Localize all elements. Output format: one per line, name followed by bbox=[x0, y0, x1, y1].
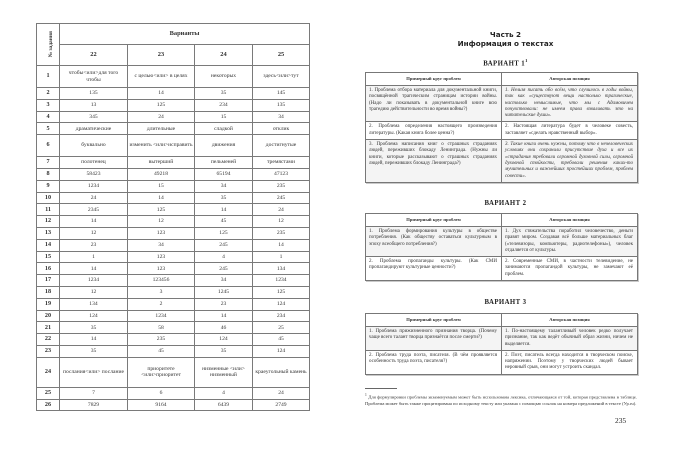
answer-cell: 135 bbox=[60, 88, 128, 100]
table-row bbox=[37, 216, 310, 228]
task-number: 16 bbox=[37, 263, 60, 275]
answer-cell: движения bbox=[195, 135, 253, 157]
answer-cell: 34 bbox=[128, 239, 195, 251]
task-number: 9 bbox=[37, 180, 60, 192]
task-number: 24 bbox=[37, 357, 60, 387]
answer-cell: достигнутые bbox=[253, 135, 310, 157]
answer-cell: 4 bbox=[195, 387, 253, 399]
answer-cell: 14 bbox=[253, 239, 310, 251]
answer-cell: 35 bbox=[195, 192, 253, 204]
variant-1-title: ВАРИАНТ $1^1$ bbox=[483, 58, 528, 68]
table-row bbox=[37, 123, 310, 135]
author-cell: 1. Нельзя писать обо всём, что случилось в годы войны, так как «существуют вещи настолько трагические, настолько немыслимые, что мы с Адамовичем почувствовали: не имеем права взваливать это на читательские души». bbox=[502, 86, 638, 122]
task-number: 15 bbox=[37, 251, 60, 263]
answer-cell: 14 bbox=[60, 263, 128, 275]
answer-cell: 235 bbox=[253, 227, 310, 239]
answer-cell: 235 bbox=[128, 334, 195, 346]
table-row bbox=[37, 298, 310, 310]
task-number: 25 bbox=[37, 387, 60, 399]
task-number: 14 bbox=[37, 239, 60, 251]
answer-cell: 14 bbox=[60, 216, 128, 228]
variant-2-title: ВАРИАНТ 2 bbox=[484, 200, 527, 207]
answer-cell: 235 bbox=[253, 180, 310, 192]
right-page bbox=[337, 0, 674, 455]
answer-cell: 125 bbox=[128, 99, 195, 111]
answer-cell: 245 bbox=[195, 239, 253, 251]
answer-cell: 234 bbox=[253, 310, 310, 322]
answer-cell: 234 bbox=[195, 99, 253, 111]
table-row bbox=[37, 135, 310, 157]
answer-cell: краеугольный камень bbox=[253, 357, 310, 387]
author-cell: 1. Дух стяжательства поработил человечество, деньги правят миром. Создавая всё больше материальных благ («телевизоры, компьютеры, радиотелефоны»), человек отдаляется от культуры. bbox=[502, 227, 638, 257]
page-number: 235 bbox=[615, 416, 627, 425]
task-number: 6 bbox=[37, 135, 60, 157]
answer-cell: 58423 bbox=[60, 168, 128, 180]
answer-cell: 14 bbox=[195, 204, 253, 216]
answer-cell: 35 bbox=[60, 322, 128, 334]
answer-cell: 12 bbox=[60, 286, 128, 298]
task-number: 3 bbox=[37, 99, 60, 111]
answer-cell: 123456 bbox=[128, 275, 195, 287]
answer-cell: отклик bbox=[253, 123, 310, 135]
answer-cell: 3 bbox=[128, 286, 195, 298]
answer-cell: полотенец bbox=[60, 157, 128, 169]
answer-cell: изменить <или>исправить bbox=[128, 135, 195, 157]
answer-cell: 58 bbox=[128, 322, 195, 334]
table-row bbox=[37, 66, 310, 88]
table-row bbox=[37, 263, 310, 275]
answer-cell: 9164 bbox=[128, 399, 195, 411]
answer-cell: 24 bbox=[60, 192, 128, 204]
answer-cell: 49218 bbox=[128, 168, 195, 180]
table-row bbox=[37, 322, 310, 334]
answer-cell: 65194 bbox=[195, 168, 253, 180]
variant-header: 23 bbox=[128, 45, 195, 66]
variant-header: 22 bbox=[60, 45, 128, 66]
answer-cell: 6 bbox=[128, 387, 195, 399]
answer-cell: 145 bbox=[253, 88, 310, 100]
answer-cell: 1234 bbox=[60, 180, 128, 192]
table-row bbox=[37, 204, 310, 216]
problems-column-header: Примерный круг проблем bbox=[366, 73, 502, 86]
answer-cell: 15 bbox=[128, 180, 195, 192]
answer-cell: 12 bbox=[253, 216, 310, 228]
author-column-header: Авторская позиция bbox=[502, 214, 638, 227]
answer-cell: 45 bbox=[253, 334, 310, 346]
answer-cell: 13 bbox=[60, 99, 128, 111]
answer-cell: 7829 bbox=[60, 399, 128, 411]
problems-column-header: Примерный круг проблем bbox=[366, 214, 502, 227]
answer-cell: буквально bbox=[60, 135, 128, 157]
task-number: 10 bbox=[37, 192, 60, 204]
answer-cell: 15 bbox=[195, 111, 253, 123]
variant-header: 24 bbox=[195, 45, 253, 66]
variant-3-title: ВАРИАНТ 3 bbox=[484, 299, 527, 306]
answer-cell: 35 bbox=[195, 345, 253, 357]
problems-column-header: Примерный круг проблем bbox=[366, 314, 502, 327]
task-number: 2 bbox=[37, 88, 60, 100]
table-row bbox=[366, 327, 638, 351]
answer-cell: 125 bbox=[195, 227, 253, 239]
task-number: 5 bbox=[37, 123, 60, 135]
task-number: 1 bbox=[37, 66, 60, 88]
table-row bbox=[37, 251, 310, 263]
table-row bbox=[37, 310, 310, 322]
answer-cell: 14 bbox=[60, 334, 128, 346]
table-row bbox=[366, 140, 638, 183]
variant-header: 25 bbox=[253, 45, 310, 66]
answer-cell: 34 bbox=[253, 111, 310, 123]
table-row bbox=[37, 275, 310, 287]
answer-cell: 24 bbox=[253, 387, 310, 399]
task-number: 20 bbox=[37, 310, 60, 322]
problem-cell: 2. Проблема определения настоящего произведения литературы. (Какая книга более ценна?) bbox=[366, 122, 502, 140]
answer-cell: вытерший bbox=[128, 157, 195, 169]
author-cell: 1. По-настоящему талантливый человек редко получает признание, так как ведёт обычный образ жизни, ничем не выделяется. bbox=[502, 327, 638, 351]
task-number-header: № задания bbox=[37, 24, 60, 66]
problem-cell: 3. Проблема написания книг о страшных страданиях людей, переживших блокаду Ленинграда. (Нужны ли книги, которые рассказывают о страшных страданиях людей, переживших блокаду Ленинграда?) bbox=[366, 140, 502, 183]
answer-cell: 124 bbox=[60, 310, 128, 322]
answer-cell: 6439 bbox=[195, 399, 253, 411]
author-cell: 3. Такие книги очень нужны, потому что в нечеловеческих условиях они сохранили присутствие духа и все их «страдания требовали огромной духовной силы, огромной духовной стойкости, требовали решения каких-то мучительных и важнейших простейших проблем, проблем совести». bbox=[502, 140, 638, 183]
answer-cell: 4 bbox=[195, 251, 253, 263]
answer-cell: 123 bbox=[128, 263, 195, 275]
task-number: 19 bbox=[37, 298, 60, 310]
answer-cell: 124 bbox=[195, 334, 253, 346]
task-number: 17 bbox=[37, 275, 60, 287]
table-row bbox=[366, 350, 638, 374]
table-row bbox=[37, 239, 310, 251]
answer-cell: 14 bbox=[128, 88, 195, 100]
table-row bbox=[37, 157, 310, 169]
table-row bbox=[37, 227, 310, 239]
answer-cell: 123 bbox=[128, 227, 195, 239]
answer-cell: 135 bbox=[253, 99, 310, 111]
answer-cell: 345 bbox=[60, 111, 128, 123]
answer-cell: некоторых bbox=[195, 66, 253, 88]
answer-cell: 45 bbox=[195, 216, 253, 228]
answer-cell: 134 bbox=[60, 298, 128, 310]
answer-cell: 24 bbox=[253, 204, 310, 216]
answer-cell: 245 bbox=[195, 263, 253, 275]
problem-cell: 1. Проблема формирования культуры в обществе потребления. (Как обществу оставаться культурным в эпоху всеобщего потребления?) bbox=[366, 227, 502, 257]
answer-cell: 123 bbox=[128, 251, 195, 263]
footnote-mark: 1 bbox=[525, 58, 528, 63]
answer-cell: 12 bbox=[60, 227, 128, 239]
answer-cell: 14 bbox=[128, 192, 195, 204]
task-number: 13 bbox=[37, 227, 60, 239]
answer-cell: 1234 bbox=[60, 275, 128, 287]
author-cell: 2. Настоящая литература будет в человеке совесть, заставляет «сделать нравственный выбор». bbox=[502, 122, 638, 140]
task-number: 8 bbox=[37, 168, 60, 180]
table-row bbox=[37, 334, 310, 346]
task-number: 26 bbox=[37, 399, 60, 411]
problem-cell: 2. Проблема труда поэта, писателя. (В чём проявляется особенность труда поэта, писателя?) bbox=[366, 350, 502, 374]
answer-cell: с целью<или> в целях bbox=[128, 66, 195, 88]
problem-cell: 1. Проблема отбора материала для документальной книги, посвящённой трагическим страницам истории войны. (Надо ли показывать в документальной книге всю трагедию действительности во время войны?) bbox=[366, 86, 502, 122]
answer-cell: 1245 bbox=[195, 286, 253, 298]
task-number: 7 bbox=[37, 157, 60, 169]
section-title: Информация о текстах bbox=[457, 39, 554, 48]
table-row bbox=[366, 227, 638, 257]
answer-cell: 34 bbox=[195, 275, 253, 287]
answer-cell: 2345 bbox=[60, 204, 128, 216]
answer-cell: здесь<или>тут bbox=[253, 66, 310, 88]
task-number: 4 bbox=[37, 111, 60, 123]
answer-cell: 125 bbox=[128, 204, 195, 216]
task-number: 11 bbox=[37, 204, 60, 216]
part-label: Часть 2 bbox=[489, 30, 522, 39]
answer-cell: 2 bbox=[128, 298, 195, 310]
answer-cell: 45 bbox=[128, 345, 195, 357]
table-row bbox=[366, 86, 638, 122]
answer-cell: низменные <или> низменный bbox=[195, 357, 253, 387]
table-row bbox=[37, 387, 310, 399]
answer-cell: 23 bbox=[195, 298, 253, 310]
answer-cell: 7 bbox=[60, 387, 128, 399]
answer-cell: драматические bbox=[60, 123, 128, 135]
table-row bbox=[37, 286, 310, 298]
table-row bbox=[366, 122, 638, 140]
footnote: $^1$ Для формулировки проблемы экзаменуемым может быть использована лексика, отличающаяся от той, которая представлена в таблице. Проблема может быть также процитирована по исходному тексту или указана с помощью ссылок на номера предложений в тексте (Ур.ru). bbox=[365, 393, 637, 406]
answer-cell: 1 bbox=[60, 251, 128, 263]
table-row bbox=[37, 192, 310, 204]
answer-cell: сладкой bbox=[195, 123, 253, 135]
variant-3-table bbox=[365, 313, 638, 375]
answer-cell: приоритете <или>приоритет bbox=[128, 357, 195, 387]
answer-cell: 1 bbox=[253, 251, 310, 263]
table-row bbox=[37, 99, 310, 111]
answer-cell: 12 bbox=[128, 216, 195, 228]
task-number: 21 bbox=[37, 322, 60, 334]
answer-cell: послания<или> послание bbox=[60, 357, 128, 387]
answer-cell: 34 bbox=[195, 180, 253, 192]
author-cell: 2. Современные СМИ, в частности телевидение, не занимаются пропагандой культуры, не замечают её проблем. bbox=[502, 257, 638, 281]
table-row bbox=[37, 88, 310, 100]
author-column-header: Авторская позиция bbox=[502, 314, 638, 327]
answer-cell: 46 bbox=[195, 322, 253, 334]
answer-cell: тремястами bbox=[253, 157, 310, 169]
answer-cell: 245 bbox=[253, 192, 310, 204]
task-number: 18 bbox=[37, 286, 60, 298]
table-row bbox=[37, 111, 310, 123]
table-row bbox=[37, 399, 310, 411]
table-row bbox=[37, 180, 310, 192]
answer-cell: 2749 bbox=[253, 399, 310, 411]
variants-header: Варианты bbox=[60, 24, 310, 45]
task-number: 12 bbox=[37, 216, 60, 228]
author-cell: 2. Поэт, писатель всегда находится в творческом поиске, напряжении. Поэтому у творческих людей бывает неровный срыв, они могут устроить скандал. bbox=[502, 350, 638, 374]
table-row bbox=[37, 357, 310, 387]
table-row bbox=[37, 345, 310, 357]
problem-cell: 2. Проблема пропаганды культуры. (Как СМИ пропагандируют культурные ценности?) bbox=[366, 257, 502, 281]
answer-cell: 23 bbox=[60, 239, 128, 251]
answer-cell: 25 bbox=[253, 322, 310, 334]
author-column-header: Авторская позиция bbox=[502, 73, 638, 86]
variant-2-table bbox=[365, 213, 638, 281]
answer-cell: 14 bbox=[195, 310, 253, 322]
answer-cell: 35 bbox=[195, 88, 253, 100]
answer-cell: 24 bbox=[128, 111, 195, 123]
answer-cell: 47123 bbox=[253, 168, 310, 180]
answer-cell: 1234 bbox=[128, 310, 195, 322]
answer-cell: 124 bbox=[253, 298, 310, 310]
answers-table bbox=[36, 23, 310, 411]
answer-cell: чтобы<или>для того чтобы bbox=[60, 66, 128, 88]
task-number: 23 bbox=[37, 345, 60, 357]
table-row bbox=[37, 168, 310, 180]
table-row bbox=[366, 257, 638, 281]
answer-cell: 124 bbox=[253, 345, 310, 357]
answer-cell: 1234 bbox=[253, 275, 310, 287]
answer-cell: 35 bbox=[60, 345, 128, 357]
answer-cell: пельменей bbox=[195, 157, 253, 169]
variant-1-table bbox=[365, 72, 638, 183]
answer-cell: 134 bbox=[253, 263, 310, 275]
task-number: 22 bbox=[37, 334, 60, 346]
answer-cell: 125 bbox=[253, 286, 310, 298]
problem-cell: 1. Проблема прижизненного признания творца. (Почему чаще всего талант творца признаётся после смерти?) bbox=[366, 327, 502, 351]
footnote-divider bbox=[365, 388, 397, 389]
answer-cell: длительные bbox=[128, 123, 195, 135]
